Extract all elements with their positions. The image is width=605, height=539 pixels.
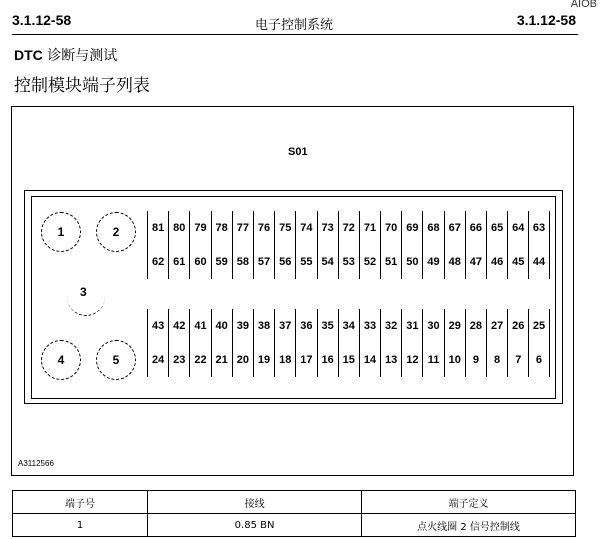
pin-number: 26 [512, 320, 525, 332]
pin-number: 49 [427, 256, 440, 268]
pin-number: 27 [490, 320, 504, 332]
pin-column [295, 211, 316, 279]
pin-column [422, 211, 443, 279]
pin-number: 18 [279, 354, 292, 366]
pin-column [168, 309, 189, 377]
table-row [13, 514, 576, 537]
pin-column [401, 211, 422, 279]
pin-column [444, 309, 465, 377]
pin-number: 22 [194, 354, 207, 366]
figure-id: A3112566 [18, 459, 54, 468]
pin-column [168, 211, 189, 279]
pin-column [380, 309, 401, 377]
pin-number: 33 [363, 320, 377, 332]
section-heading [14, 45, 117, 65]
pin-number: 55 [300, 256, 313, 268]
pin-number: 72 [342, 222, 355, 234]
pin-number: 53 [342, 256, 355, 268]
pin-number: 51 [385, 256, 398, 268]
cell-terminal-no: 1 [13, 514, 148, 537]
round-pin-2: 2 [96, 212, 136, 252]
pin-number: 12 [406, 354, 419, 366]
pin-number: 76 [257, 222, 271, 234]
pin-number: 48 [448, 256, 461, 268]
pin-number: 63 [532, 222, 546, 234]
pin-number: 60 [194, 256, 207, 268]
pin-number: 19 [257, 354, 271, 366]
pin-number: 17 [300, 354, 313, 366]
pin-number: 32 [385, 320, 398, 332]
pin-number: 50 [406, 256, 419, 268]
terminal-table [12, 490, 576, 537]
pin-number: 74 [300, 222, 313, 234]
pin-column [317, 211, 338, 279]
pin-column [528, 211, 549, 279]
pin-column [274, 309, 295, 377]
pin-number: 37 [279, 320, 292, 332]
page-code-right: 3.1.12-58 [516, 12, 576, 28]
pin-number: 11 [427, 354, 440, 366]
pin-column [444, 211, 465, 279]
pin-number: 31 [406, 320, 419, 332]
pin-number: 68 [427, 222, 440, 234]
pin-number: 61 [173, 256, 186, 268]
pin-column [232, 309, 253, 377]
pin-column [189, 309, 210, 377]
pin-number: 23 [173, 354, 186, 366]
pin-number: 25 [532, 320, 546, 332]
pin-column [295, 309, 316, 377]
header-wiring: 接线 [148, 491, 362, 514]
pin-number: 41 [194, 320, 207, 332]
pin-column [380, 211, 401, 279]
table-header-row [13, 491, 576, 514]
pin-column [507, 211, 528, 279]
header-divider [12, 34, 578, 35]
round-pin-4: 4 [41, 340, 81, 380]
pin-number: 21 [215, 354, 228, 366]
cell-wiring: 0.85 BN [148, 514, 362, 537]
pin-column [359, 309, 380, 377]
round-pin-5: 5 [96, 340, 136, 380]
pin-column [253, 211, 274, 279]
pin-block-lower [147, 309, 550, 377]
pin-number: 70 [385, 222, 398, 234]
pin-number: 65 [490, 222, 504, 234]
page-title: 电子控制系统 [254, 18, 333, 33]
section-dtc: DTC [14, 47, 43, 63]
connector-name: S01 [288, 146, 308, 158]
pin-number: 13 [385, 354, 398, 366]
pin-column [232, 211, 253, 279]
pin-column [422, 309, 443, 377]
pin-number: 45 [512, 256, 525, 268]
pin-number: 81 [151, 222, 165, 234]
pin-number: 62 [151, 256, 165, 268]
pin-number: 58 [236, 256, 249, 268]
pin-column [359, 211, 380, 279]
pin-column [507, 309, 528, 377]
corner-tag: AIOB [570, 0, 597, 10]
pin-column [338, 211, 359, 279]
pin-number: 56 [279, 256, 292, 268]
pin-number: 15 [342, 354, 355, 366]
page-code-left: 3.1.12-58 [12, 12, 72, 28]
pin-number: 30 [427, 320, 440, 332]
header-definition: 端子定义 [362, 491, 576, 514]
pin-number: 59 [215, 256, 228, 268]
pin-number: 71 [363, 222, 377, 234]
pin-number: 34 [342, 320, 355, 332]
pin-column [317, 309, 338, 377]
pin-number: 43 [151, 320, 165, 332]
pin-number: 9 [472, 354, 479, 366]
pin-number: 35 [321, 320, 334, 332]
section-label: 诊断与测试 [47, 48, 118, 64]
pin-number: 73 [321, 222, 334, 234]
pin-column [486, 211, 507, 279]
pin-number: 44 [532, 256, 546, 268]
pin-number: 78 [215, 222, 228, 234]
cell-definition: 点火线圈 2 信号控制线 [362, 514, 576, 537]
round-pin-1: 1 [41, 212, 81, 252]
pin-number: 54 [321, 256, 334, 268]
pin-number: 20 [236, 354, 249, 366]
pin-column [211, 211, 232, 279]
subtitle: 控制模块端子列表 [14, 76, 150, 96]
pin-column [147, 309, 168, 377]
pin-column [147, 211, 168, 279]
page-header [12, 12, 576, 32]
pin-number: 6 [535, 354, 543, 366]
pin-number: 40 [215, 320, 228, 332]
pin-column [189, 211, 210, 279]
pin-number: 28 [469, 320, 483, 332]
pin-column [253, 309, 274, 377]
pin-number: 8 [494, 354, 501, 366]
pin-column [401, 309, 422, 377]
pin-number: 7 [515, 354, 522, 366]
pin-number: 42 [173, 320, 186, 332]
pin-number: 36 [300, 320, 313, 332]
pin-number: 24 [151, 354, 165, 366]
pin-number: 67 [448, 222, 461, 234]
pin-number: 80 [173, 222, 186, 234]
pin-column [274, 211, 295, 279]
pin-column [211, 309, 232, 377]
pin-column [465, 211, 486, 279]
pin-number: 66 [469, 222, 483, 234]
pin-column [486, 309, 507, 377]
pin-number: 69 [406, 222, 419, 234]
pin-number: 16 [321, 354, 334, 366]
pin-number: 46 [490, 256, 504, 268]
pin-column [338, 309, 359, 377]
pin-number: 38 [257, 320, 271, 332]
pin-number: 52 [363, 256, 377, 268]
pin-column [465, 309, 486, 377]
pin-number: 75 [279, 222, 292, 234]
pin-number: 79 [194, 222, 207, 234]
pin-number: 47 [469, 256, 483, 268]
header-terminal-no: 端子号 [13, 491, 148, 514]
pin-column [528, 309, 549, 377]
pin-block-upper [147, 211, 550, 279]
round-pin-3: 3 [67, 278, 105, 316]
pin-number: 77 [236, 222, 249, 234]
pin-number: 10 [448, 354, 461, 366]
pin-number: 39 [236, 320, 249, 332]
pin-number: 64 [512, 222, 525, 234]
pin-number: 29 [448, 320, 461, 332]
pin-number: 57 [257, 256, 271, 268]
pin-number: 14 [363, 354, 377, 366]
